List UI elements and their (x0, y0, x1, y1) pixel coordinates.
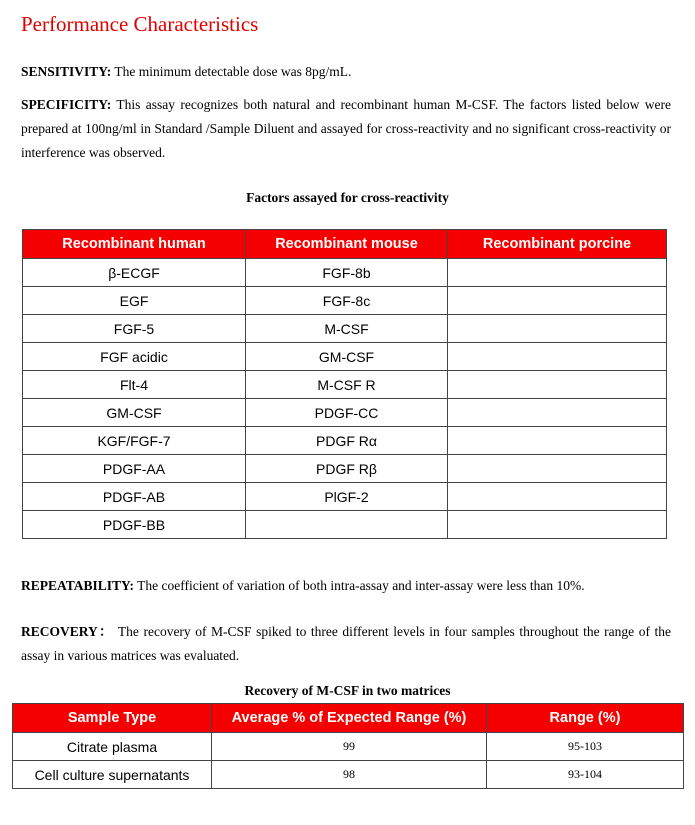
table-row (23, 399, 667, 427)
recovery-body (13, 733, 684, 789)
table-cell: Flt-4 (23, 371, 246, 399)
cross-reactivity-table (22, 229, 667, 539)
recovery-table-caption: Recovery of M-CSF in two matrices (244, 683, 451, 698)
recovery-table (12, 703, 684, 789)
table-cell: M-CSF (246, 315, 448, 343)
table-cell: PDGF-AB (23, 483, 246, 511)
sensitivity-paragraph (21, 60, 671, 84)
table-cell: EGF (23, 287, 246, 315)
table-cell (246, 511, 448, 539)
table-cell: PDGF-BB (23, 511, 246, 539)
table-cell: KGF/FGF-7 (23, 427, 246, 455)
table-row (13, 761, 684, 789)
table-row (23, 483, 667, 511)
cross-reactivity-body (23, 259, 667, 539)
table-cell: PlGF-2 (246, 483, 448, 511)
table-cell: FGF-5 (23, 315, 246, 343)
table-cell: PDGF Rα (246, 427, 448, 455)
recovery-label: RECOVERY： (21, 624, 114, 639)
table-header-row (23, 230, 667, 259)
table-cell (448, 371, 667, 399)
page-title: Performance Characteristics (21, 12, 259, 36)
table-cell: Cell culture supernatants (13, 761, 212, 789)
table-row (23, 371, 667, 399)
table-row (23, 315, 667, 343)
sensitivity-label: SENSITIVITY: (21, 64, 112, 79)
column-header-mouse: Recombinant mouse (246, 230, 448, 259)
table-cell (448, 315, 667, 343)
table-cell (448, 427, 667, 455)
column-header-porcine: Recombinant porcine (448, 230, 667, 259)
table-cell: β-ECGF (23, 259, 246, 287)
column-header-human: Recombinant human (23, 230, 246, 259)
table-cell: Citrate plasma (13, 733, 212, 761)
specificity-text: This assay recognizes both natural and recombinant human M-CSF. The factors listed below were prepared at 100ng/ml in Standard /Sample Diluent and assayed for cross-reactivity and no significant cross-reactivity or interference was observed. (21, 97, 671, 160)
table-cell: PDGF-AA (23, 455, 246, 483)
specificity-label: SPECIFICITY: (21, 97, 112, 112)
table-cell: GM-CSF (246, 343, 448, 371)
recovery-paragraph (21, 620, 671, 668)
table-row (23, 343, 667, 371)
repeatability-paragraph (21, 574, 671, 598)
recovery-text: The recovery of M-CSF spiked to three different levels in four samples throughout the range of the assay in various matrices was evaluated. (21, 624, 671, 663)
table-cell (448, 343, 667, 371)
table-cell (448, 483, 667, 511)
table-row (23, 455, 667, 483)
table-cell (448, 511, 667, 539)
table-cell: 98 (212, 761, 487, 789)
table-cell: PDGF-CC (246, 399, 448, 427)
table-cell: FGF-8c (246, 287, 448, 315)
table-cell: 95-103 (487, 733, 684, 761)
table-cell: FGF-8b (246, 259, 448, 287)
table-cell (448, 287, 667, 315)
column-header-average: Average % of Expected Range (%) (212, 704, 487, 733)
column-header-sample-type: Sample Type (13, 704, 212, 733)
cross-reactivity-caption: Factors assayed for cross-reactivity (246, 190, 449, 205)
table-row (23, 427, 667, 455)
table-cell: 93-104 (487, 761, 684, 789)
table-cell: 99 (212, 733, 487, 761)
repeatability-text: The coefficient of variation of both intra-assay and inter-assay were less than 10%. (134, 578, 585, 593)
table-cell: M-CSF R (246, 371, 448, 399)
table-row (23, 511, 667, 539)
sensitivity-text: The minimum detectable dose was 8pg/mL. (111, 64, 352, 79)
table-cell: PDGF Rβ (246, 455, 448, 483)
table-header-row (13, 704, 684, 733)
column-header-range: Range (%) (487, 704, 684, 733)
table-cell (448, 259, 667, 287)
table-row (23, 259, 667, 287)
specificity-paragraph (21, 93, 671, 165)
table-row (13, 733, 684, 761)
table-cell (448, 399, 667, 427)
repeatability-label: REPEATABILITY: (21, 578, 135, 593)
table-row (23, 287, 667, 315)
table-cell: FGF acidic (23, 343, 246, 371)
table-cell: GM-CSF (23, 399, 246, 427)
table-cell (448, 455, 667, 483)
